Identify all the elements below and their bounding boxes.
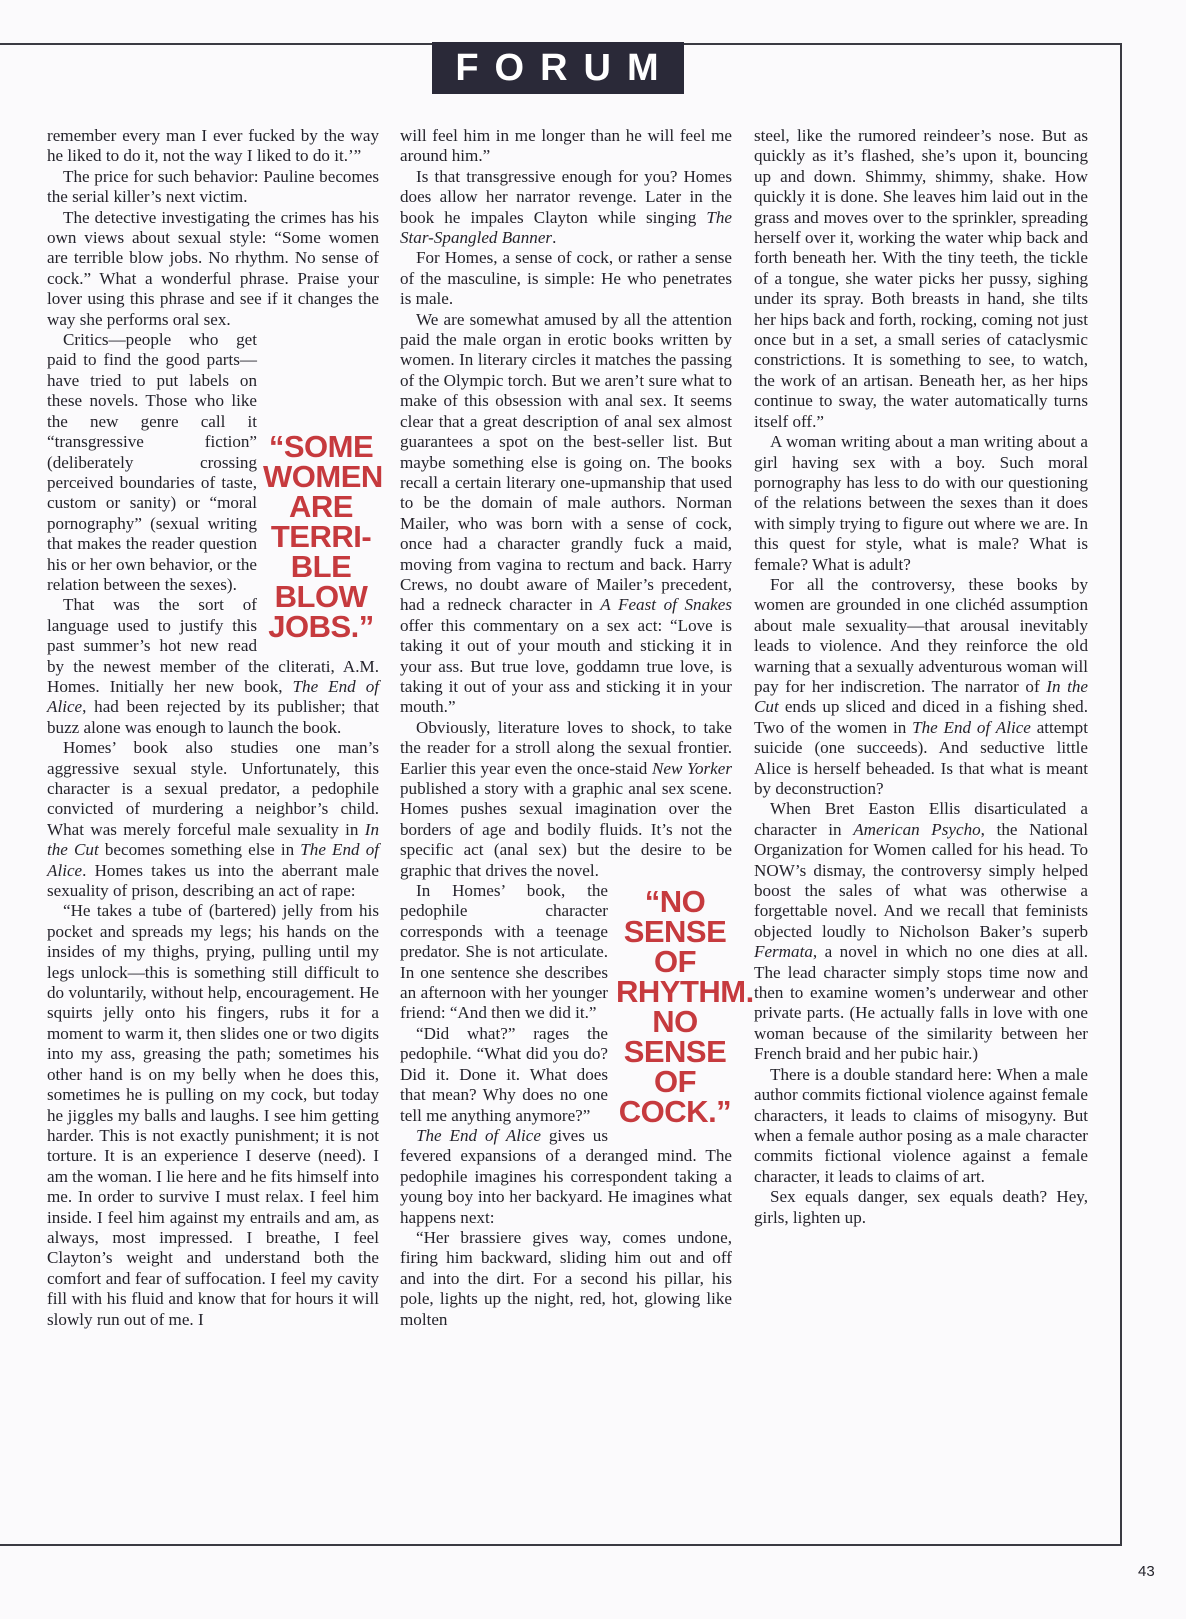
paragraph: There is a double standard here: When a male author commits fictional violence against female characters, it leads to claims of misogyny. But when a female author posing as a male character commits fictional violence against a female character, it leads to claims of art. <box>754 1064 1088 1186</box>
section-title: FORUM <box>432 42 684 94</box>
paragraph: The End of Alice gives us fevered expansions of a deranged mind. The pedophile imagines his correspondent taking a young boy into her backyard. He imagines what happens next: <box>400 1125 732 1227</box>
paragraph: “He takes a tube of (bartered) jelly from his pocket and spreads my legs; his hands on the insides of my thighs, prying, pulling until my legs unlock—this is something still difficult to do voluntarily, without help, encouragement. He squirts jelly onto his fingers, rubs it for a moment to warm it, then slides one or two digits into my ass, greasing the path; sometimes his other hand is on my belly when he does this, sometimes he is pulling on my cock, but today he jiggles my balls and laughs. I see him getting harder. This is not exactly punishment; it is not torture. It is an experience I deserve (need). I am the woman. I lie here and he fits himself into me. In order to survive I must relax. I feel him inside. I feel him against my entrails and am, as always, most impressed. I breathe, I feel Clayton’s weight and understand both the comfort and fear of suffocation. I feel my cavity fill with his fluid and know that for hours it will slowly run out of me. I <box>47 901 379 1329</box>
pull-quote-1 <box>263 426 383 645</box>
article-column-3 <box>754 126 1088 1544</box>
paragraph: That was the sort of language used to justify this past summer’s hot new read by the newest member of the cliterati, A.M. Homes. Initially her new book, The End of Alice, had been rejected by its publisher; that buzz alone was enough to launch the book. <box>47 595 379 737</box>
pull-quote-line: ARE <box>289 489 353 525</box>
paragraph: Sex equals danger, sex equals death? Hey, girls, lighten up. <box>754 1187 1088 1227</box>
paragraph: will feel him in me longer than he will feel me around him.” <box>400 126 732 166</box>
paragraph: Critics—people who get paid to find the good parts—have tried to put labels on these novels. Those who like the new genre call it “transgressive fiction” (deliberately crossing perceived boundaries of taste, custom or sanity) or “moral pornography” (sexual writing that makes the reader question his or her own behavior, or the relation between the sexes). <box>47 330 257 594</box>
paragraph: The detective investigating the crimes has his own views about sexual style: “Some women are terrible blow jobs. No rhythm. No sense of cock.” What a wonderful phrase. Praise your lover using this phrase and see if it changes the way she performs oral sex. <box>47 207 379 329</box>
pull-quote-line: COCK.” <box>618 1094 732 1130</box>
paragraph: For all the controversy, these books by women are grounded in one clichéd assumption about male sexuality—that arousal inevitably leads to violence. And they reinforce the old warning that a sexually adventurous woman will pay for her indiscretion. The narrator of In the Cut ends up sliced and diced in a fishing shed. Two of the women in The End of Alice attempt suicide (one succeeds). And seductive little Alice is herself beheaded. Is that what is meant by deconstruction? <box>754 574 1088 798</box>
bottom-rule <box>0 1544 1122 1546</box>
paragraph: steel, like the rumored reindeer’s nose. But as quickly as it’s flashed, she’s upon it, bouncing up and down. Shimmy, shimmy, shake. How quickly it is done. She leaves him laid out in the grass and moves over to the sprinkler, spreading herself over it, working the water whip back and forth beneath her. With the tiny teeth, the tickle of a tongue, she water picks her pussy, sighing under its spray. Both breasts in hand, she tilts her hips back and forth, rocking, coming not just once but in a set, a small series of cataclysmic constrictions. It is something to see, to watch, the work of an artisan. Beneath her, as her hips continue to sway, the water automatically turns itself off.” <box>754 126 1088 431</box>
pull-quote-line: “SOME <box>268 429 374 465</box>
paragraph: In Homes’ book, the pedophile character corresponds with a teenage predator. She is not articulate. In one sentence she describes an afternoon with her younger friend: “And then we did it.” <box>400 881 608 1023</box>
paragraph: Is that transgressive enough for you? Homes does allow her narrator revenge. Later in the book he impales Clayton while singing The Star-Spangled Banner. <box>400 166 732 248</box>
pull-quote-line: WOMEN <box>263 459 383 495</box>
page-number: 43 <box>1138 1563 1155 1580</box>
pull-quote-line: BLOW <box>274 579 368 615</box>
article-column-2 <box>400 126 754 1544</box>
pull-quote-line: RHYTHM. <box>616 974 754 1010</box>
article-column-1 <box>47 126 383 1544</box>
pull-quote-line: OF <box>653 944 697 980</box>
paragraph: “Her brassiere gives way, comes undone, firing him backward, sliding him out and off and into the dirt. For a second his pillar, his pole, lights up the night, red, hot, glowing like molten <box>400 1227 732 1329</box>
pull-quote-line: BLE <box>290 549 352 585</box>
paragraph: remember every man I ever fucked by the way he liked to do it, not the way I liked to do it.’” <box>47 126 379 166</box>
paragraph: Obviously, literature loves to shock, to take the reader for a stroll along the sexual frontier. Earlier this year even the once-staid New Yorker published a story with a graphic anal sex scene. Homes pushes sexual imagination over the borders of age and bodily fluids. It’s not the specific act (anal sex) but the desire to be graphic that drives the novel. <box>400 717 732 880</box>
pull-quote-2 <box>616 881 754 1130</box>
paragraph: For Homes, a sense of cock, or rather a sense of the masculine, is simple: He who penetrates is male. <box>400 248 732 309</box>
pull-quote-line: “NO <box>644 884 706 920</box>
pull-quote-line: TERRI- <box>270 519 372 555</box>
paragraph: We are somewhat amused by all the attention paid the male organ in erotic books written by women. In literary circles it matches the passing of the Olympic torch. But we aren’t sure what to make of this obsession with anal sex. It seems clear that a great description of anal sex almost guarantees a spot on the best-seller list. But maybe something else is going on. The books recall a certain literary one-upmanship that used to be the domain of male authors. Norman Mailer, who was born with a sense of cock, once had a character grandly fuck a maid, moving from vagina to rectum and back. Harry Crews, no doubt aware of Mailer’s precedent, had a redneck character in A Feast of Snakes offer this commentary on a sex act: “Love is taking it out of your mouth and sticking it in your ass. But true love, goddamn true love, is taking it out of your ass and sticking it in your mouth.” <box>400 309 732 717</box>
right-rule <box>1120 43 1122 1546</box>
paragraph: The price for such behavior: Pauline becomes the serial killer’s next victim. <box>47 166 379 207</box>
pull-quote-line: SENSE <box>623 914 727 950</box>
pull-quote-line: NO <box>652 1004 698 1040</box>
pull-quote-line: OF <box>653 1064 697 1100</box>
paragraph: “Did what?” rages the pedophile. “What did you do? Did it. Done it. What does that mean? Why does no one tell me anything anymore?” <box>400 1023 608 1125</box>
pull-quote-line: SENSE <box>623 1034 727 1070</box>
pull-quote-line: JOBS.” <box>268 609 374 645</box>
paragraph: When Bret Easton Ellis disarticulated a character in American Psycho, the National Organization for Women called for his head. To NOW’s dismay, the controversy simply helped boost the sales of what was otherwise a forgettable novel. And we recall that feminists objected loudly to Nicholson Baker’s superb Fermata, a novel in which no one dies at all. The lead character simply stops time now and then to examine women’s underwear and other private parts. (He actually falls in love with one woman because of the similarity between her French braid and her pubic hair.) <box>754 799 1088 1064</box>
paragraph: Homes’ book also studies one man’s aggressive sexual style. Unfortunately, this character is a sexual predator, a pedophile convicted of murdering a neighbor’s child. What was merely forceful male sexuality in In the Cut becomes something else in The End of Alice. Homes takes us into the aberrant male sexuality of prison, describing an act of rape: <box>47 738 379 901</box>
paragraph: A woman writing about a man writing about a girl having sex with a boy. Such moral pornography has less to do with our questioning of the relations between the sexes than it does with simply trying to figure out where we are. In this quest for style, what is male? What is female? What is adult? <box>754 432 1088 574</box>
